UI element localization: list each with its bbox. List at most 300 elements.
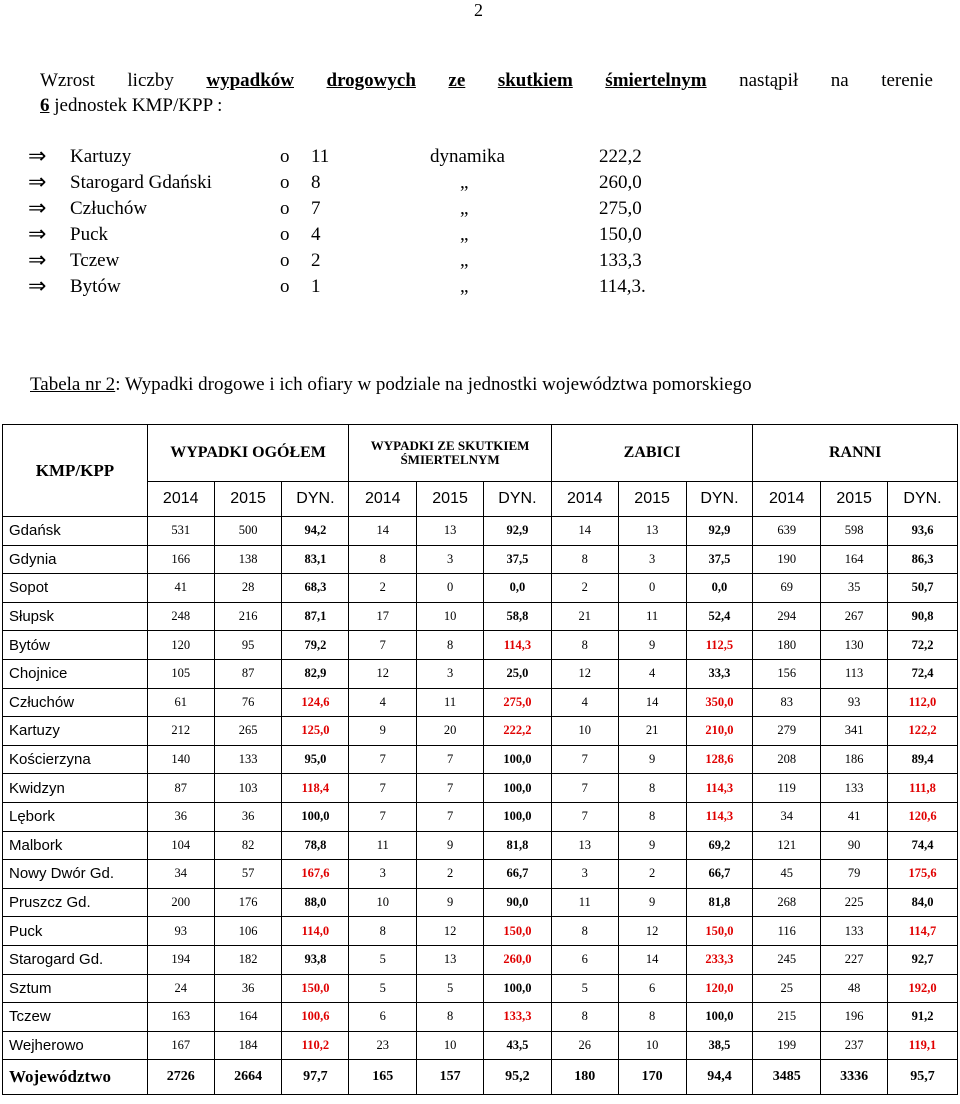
table-row (3, 888, 958, 917)
dynamics-cell: 114,7 (888, 917, 958, 946)
value-cell: 10 (618, 1031, 686, 1060)
unit-o: o (280, 276, 290, 297)
dynamics-cell: 81,8 (483, 831, 551, 860)
header-fatal-accidents: WYPADKI ZE SKUTKIEM ŚMIERTELNYM (349, 425, 552, 482)
value-cell: 87 (147, 774, 214, 803)
dynamics-cell: 120,6 (888, 802, 958, 831)
value-cell: 598 (821, 517, 888, 546)
value-cell: 103 (214, 774, 282, 803)
value-cell: 130 (821, 631, 888, 660)
value-cell: 93 (821, 688, 888, 717)
dynamics-cell: 72,2 (888, 631, 958, 660)
value-cell: 9 (618, 831, 686, 860)
value-cell: 13 (551, 831, 618, 860)
value-cell: 21 (551, 602, 618, 631)
value-cell: 113 (821, 659, 888, 688)
value-cell: 163 (147, 1003, 214, 1032)
dynamics-cell: 260,0 (483, 945, 551, 974)
value-cell: 121 (753, 831, 821, 860)
value-cell: 12 (349, 659, 417, 688)
dynamics-cell: 88,0 (282, 888, 349, 917)
table-row (3, 545, 958, 574)
value-cell: 41 (147, 574, 214, 603)
subheader-cell: 2014 (349, 482, 417, 517)
unit-dyn-value: 260,0 (599, 172, 642, 193)
value-cell: 6 (349, 1003, 417, 1032)
dynamics-cell: 210,0 (686, 717, 753, 746)
value-cell: 164 (214, 1003, 282, 1032)
value-cell: 5 (417, 974, 484, 1003)
value-cell: 639 (753, 517, 821, 546)
dynamics-cell: 91,2 (888, 1003, 958, 1032)
value-cell: 7 (417, 745, 484, 774)
unit-dyn-value: 150,0 (599, 224, 642, 245)
caption-label: Tabela nr 2 (30, 374, 116, 395)
value-cell: 48 (821, 974, 888, 1003)
value-cell: 36 (214, 802, 282, 831)
subheader-cell: 2015 (618, 482, 686, 517)
unit-o: o (280, 250, 290, 271)
value-cell: 2664 (214, 1060, 282, 1095)
table-row (3, 945, 958, 974)
value-cell: 13 (417, 517, 484, 546)
value-cell: 196 (821, 1003, 888, 1032)
value-cell: 176 (214, 888, 282, 917)
table-row (3, 831, 958, 860)
intro-word-emphasis: śmiertelnym (605, 70, 707, 91)
subheader-cell: DYN. (888, 482, 958, 517)
value-cell: 14 (618, 945, 686, 974)
value-cell: 3 (417, 545, 484, 574)
dynamics-cell: 89,4 (888, 745, 958, 774)
intro-word: liczby (127, 70, 174, 91)
value-cell: 11 (551, 888, 618, 917)
value-cell: 3 (349, 860, 417, 889)
header-injured: RANNI (753, 425, 958, 482)
header-kmp: KMP/KPP (3, 425, 148, 517)
unit-name-cell: Pruszcz Gd. (3, 888, 148, 917)
unit-name-cell: Człuchów (3, 688, 148, 717)
subheader-cell: 2015 (821, 482, 888, 517)
unit-name-cell: Malbork (3, 831, 148, 860)
dynamics-cell: 50,7 (888, 574, 958, 603)
unit-count: 8 (311, 172, 321, 193)
value-cell: 237 (821, 1031, 888, 1060)
value-cell: 248 (147, 602, 214, 631)
unit-count: 2 (311, 250, 321, 271)
unit-name-cell: Kartuzy (3, 717, 148, 746)
value-cell: 17 (349, 602, 417, 631)
value-cell: 194 (147, 945, 214, 974)
value-cell: 8 (349, 917, 417, 946)
dynamics-cell: 100,0 (483, 802, 551, 831)
value-cell: 104 (147, 831, 214, 860)
value-cell: 0 (618, 574, 686, 603)
unit-name: Tczew (70, 250, 120, 271)
unit-name: Puck (70, 224, 108, 245)
value-cell: 180 (753, 631, 821, 660)
value-cell: 166 (147, 545, 214, 574)
value-cell: 531 (147, 517, 214, 546)
value-cell: 5 (551, 974, 618, 1003)
value-cell: 7 (551, 802, 618, 831)
value-cell: 268 (753, 888, 821, 917)
value-cell: 7 (417, 774, 484, 803)
table-row (3, 745, 958, 774)
dynamics-cell: 112,5 (686, 631, 753, 660)
value-cell: 116 (753, 917, 821, 946)
value-cell: 208 (753, 745, 821, 774)
value-cell: 294 (753, 602, 821, 631)
unit-name-cell: Wejherowo (3, 1031, 148, 1060)
value-cell: 6 (618, 974, 686, 1003)
value-cell: 57 (214, 860, 282, 889)
unit-name-cell: Gdynia (3, 545, 148, 574)
value-cell: 41 (821, 802, 888, 831)
unit-count: 11 (311, 146, 330, 167)
value-cell: 13 (618, 517, 686, 546)
value-cell: 87 (214, 659, 282, 688)
value-cell: 24 (147, 974, 214, 1003)
dynamics-cell: 92,9 (686, 517, 753, 546)
subheader-cell: 2014 (147, 482, 214, 517)
value-cell: 10 (349, 888, 417, 917)
dynamics-cell: 133,3 (483, 1003, 551, 1032)
dynamics-cell: 112,0 (888, 688, 958, 717)
dynamics-cell: 95,2 (483, 1060, 551, 1095)
unit-name: Bytów (70, 276, 121, 297)
value-cell: 9 (417, 888, 484, 917)
value-cell: 0 (417, 574, 484, 603)
value-cell: 61 (147, 688, 214, 717)
value-cell: 11 (349, 831, 417, 860)
dynamics-cell: 92,9 (483, 517, 551, 546)
unit-name-cell: Nowy Dwór Gd. (3, 860, 148, 889)
unit-name: Kartuzy (70, 146, 132, 167)
subheader-cell: DYN. (483, 482, 551, 517)
unit-o: o (280, 146, 290, 167)
dynamics-cell: 114,3 (686, 802, 753, 831)
value-cell: 8 (551, 631, 618, 660)
unit-name: Człuchów (70, 198, 148, 219)
dynamics-cell: 120,0 (686, 974, 753, 1003)
dynamics-cell: 37,5 (483, 545, 551, 574)
dynamics-cell: 0,0 (483, 574, 551, 603)
table-total-row (3, 1060, 958, 1095)
dynamics-cell: 100,6 (282, 1003, 349, 1032)
dynamics-cell: 38,5 (686, 1031, 753, 1060)
value-cell: 9 (417, 831, 484, 860)
value-cell: 7 (349, 745, 417, 774)
subheader-cell: 2014 (551, 482, 618, 517)
subheader-cell: 2014 (753, 482, 821, 517)
value-cell: 341 (821, 717, 888, 746)
value-cell: 182 (214, 945, 282, 974)
unit-dyn-label: „ (460, 276, 469, 297)
dynamics-cell: 79,2 (282, 631, 349, 660)
unit-name-cell: Bytów (3, 631, 148, 660)
dynamics-cell: 90,0 (483, 888, 551, 917)
value-cell: 7 (551, 774, 618, 803)
value-cell: 165 (349, 1060, 417, 1095)
intro-word: nastąpił (739, 70, 799, 91)
value-cell: 106 (214, 917, 282, 946)
subheader-cell: 2015 (214, 482, 282, 517)
value-cell: 184 (214, 1031, 282, 1060)
value-cell: 138 (214, 545, 282, 574)
arrow-icon: ⇒ (28, 195, 47, 220)
value-cell: 14 (618, 688, 686, 717)
unit-name-cell: Kościerzyna (3, 745, 148, 774)
value-cell: 9 (618, 745, 686, 774)
value-cell: 8 (618, 774, 686, 803)
unit-name-cell: Gdańsk (3, 517, 148, 546)
dynamics-cell: 192,0 (888, 974, 958, 1003)
unit-name-cell: Województwo (3, 1060, 148, 1095)
arrow-icon: ⇒ (28, 143, 47, 168)
unit-o: o (280, 224, 290, 245)
dynamics-cell: 167,6 (282, 860, 349, 889)
unit-dyn-value: 222,2 (599, 146, 642, 167)
arrow-icon: ⇒ (28, 221, 47, 246)
table-row (3, 602, 958, 631)
value-cell: 12 (618, 917, 686, 946)
intro-word: Wzrost (40, 70, 95, 91)
dynamics-cell: 84,0 (888, 888, 958, 917)
unit-dyn-label: „ (460, 224, 469, 245)
value-cell: 133 (821, 774, 888, 803)
dynamics-cell: 222,2 (483, 717, 551, 746)
value-cell: 3336 (821, 1060, 888, 1095)
arrow-icon: ⇒ (28, 273, 47, 298)
dynamics-cell: 100,0 (483, 774, 551, 803)
value-cell: 119 (753, 774, 821, 803)
value-cell: 34 (753, 802, 821, 831)
dynamics-cell: 111,8 (888, 774, 958, 803)
value-cell: 120 (147, 631, 214, 660)
table-group-header-row (3, 425, 958, 482)
value-cell: 227 (821, 945, 888, 974)
value-cell: 212 (147, 717, 214, 746)
dynamics-cell: 78,8 (282, 831, 349, 860)
dynamics-cell: 275,0 (483, 688, 551, 717)
value-cell: 215 (753, 1003, 821, 1032)
value-cell: 170 (618, 1060, 686, 1095)
dynamics-cell: 100,0 (483, 974, 551, 1003)
value-cell: 95 (214, 631, 282, 660)
unit-dyn-value: 114,3. (599, 276, 646, 297)
accidents-table (2, 424, 958, 1095)
table-row (3, 802, 958, 831)
value-cell: 14 (349, 517, 417, 546)
unit-count: 7 (311, 198, 321, 219)
value-cell: 3 (417, 659, 484, 688)
value-cell: 26 (551, 1031, 618, 1060)
intro-word: terenie (881, 70, 933, 91)
dynamics-cell: 0,0 (686, 574, 753, 603)
dynamics-cell: 81,8 (686, 888, 753, 917)
dynamics-cell: 350,0 (686, 688, 753, 717)
value-cell: 5 (349, 945, 417, 974)
unit-name-cell: Sztum (3, 974, 148, 1003)
table-row (3, 717, 958, 746)
dynamics-cell: 87,1 (282, 602, 349, 631)
value-cell: 7 (349, 802, 417, 831)
value-cell: 9 (349, 717, 417, 746)
dynamics-cell: 90,8 (888, 602, 958, 631)
value-cell: 8 (551, 1003, 618, 1032)
dynamics-cell: 119,1 (888, 1031, 958, 1060)
unit-name-cell: Tczew (3, 1003, 148, 1032)
dynamics-cell: 66,7 (483, 860, 551, 889)
dynamics-cell: 72,4 (888, 659, 958, 688)
dynamics-cell: 82,9 (282, 659, 349, 688)
dynamics-cell: 122,2 (888, 717, 958, 746)
dynamics-cell: 95,7 (888, 1060, 958, 1095)
value-cell: 105 (147, 659, 214, 688)
value-cell: 186 (821, 745, 888, 774)
value-cell: 23 (349, 1031, 417, 1060)
dynamics-cell: 94,4 (686, 1060, 753, 1095)
table-row (3, 974, 958, 1003)
value-cell: 8 (349, 545, 417, 574)
value-cell: 225 (821, 888, 888, 917)
arrow-icon: ⇒ (28, 247, 47, 272)
dynamics-cell: 150,0 (282, 974, 349, 1003)
dynamics-cell: 110,2 (282, 1031, 349, 1060)
intro-second-line (40, 93, 933, 118)
dynamics-cell: 118,4 (282, 774, 349, 803)
value-cell: 8 (618, 1003, 686, 1032)
value-cell: 11 (618, 602, 686, 631)
dynamics-cell: 92,7 (888, 945, 958, 974)
subheader-cell: DYN. (282, 482, 349, 517)
unit-dyn-label: „ (460, 172, 469, 193)
table-row (3, 574, 958, 603)
value-cell: 3485 (753, 1060, 821, 1095)
intro-count: 6 (40, 95, 50, 116)
table-row (3, 917, 958, 946)
table-row (3, 860, 958, 889)
value-cell: 500 (214, 517, 282, 546)
value-cell: 12 (417, 917, 484, 946)
value-cell: 12 (551, 659, 618, 688)
value-cell: 34 (147, 860, 214, 889)
value-cell: 69 (753, 574, 821, 603)
dynamics-cell: 37,5 (686, 545, 753, 574)
value-cell: 190 (753, 545, 821, 574)
value-cell: 45 (753, 860, 821, 889)
value-cell: 200 (147, 888, 214, 917)
dynamics-cell: 95,0 (282, 745, 349, 774)
unit-name-cell: Starogard Gd. (3, 945, 148, 974)
value-cell: 36 (147, 802, 214, 831)
value-cell: 36 (214, 974, 282, 1003)
value-cell: 2726 (147, 1060, 214, 1095)
dynamics-cell: 94,2 (282, 517, 349, 546)
caption-text: : Wypadki drogowe i ich ofiary w podziale na jednostki województwa pomorskiego (115, 374, 752, 395)
unit-name-cell: Słupsk (3, 602, 148, 631)
unit-name-cell: Kwidzyn (3, 774, 148, 803)
header-killed: ZABICI (551, 425, 753, 482)
intro-rest: jednostek KMP/KPP : (49, 95, 223, 116)
unit-count: 1 (311, 276, 321, 297)
dynamics-cell: 100,0 (282, 802, 349, 831)
dynamics-cell: 66,7 (686, 860, 753, 889)
table-row (3, 517, 958, 546)
unit-o: o (280, 198, 290, 219)
value-cell: 133 (214, 745, 282, 774)
unit-name-cell: Chojnice (3, 659, 148, 688)
intro-word-emphasis: skutkiem (497, 70, 573, 91)
value-cell: 245 (753, 945, 821, 974)
unit-dyn-value: 275,0 (599, 198, 642, 219)
value-cell: 157 (417, 1060, 484, 1095)
value-cell: 7 (417, 802, 484, 831)
table-row (3, 1003, 958, 1032)
intro-word-emphasis: drogowych (326, 70, 416, 91)
subheader-cell: 2015 (417, 482, 484, 517)
unit-o: o (280, 172, 290, 193)
dynamics-cell: 124,6 (282, 688, 349, 717)
dynamics-cell: 43,5 (483, 1031, 551, 1060)
value-cell: 10 (551, 717, 618, 746)
unit-count: 4 (311, 224, 321, 245)
value-cell: 7 (349, 774, 417, 803)
unit-name-cell: Puck (3, 917, 148, 946)
table-row (3, 688, 958, 717)
value-cell: 4 (551, 688, 618, 717)
page-number: 2 (474, 0, 483, 20)
value-cell: 2 (618, 860, 686, 889)
unit-name-cell: Sopot (3, 574, 148, 603)
dynamics-cell: 93,8 (282, 945, 349, 974)
value-cell: 2 (349, 574, 417, 603)
value-cell: 3 (618, 545, 686, 574)
value-cell: 11 (417, 688, 484, 717)
value-cell: 8 (551, 917, 618, 946)
table-caption (30, 374, 752, 396)
value-cell: 20 (417, 717, 484, 746)
header-accidents-total: WYPADKI OGÓŁEM (147, 425, 349, 482)
dynamics-cell: 93,6 (888, 517, 958, 546)
dynamics-cell: 175,6 (888, 860, 958, 889)
value-cell: 3 (551, 860, 618, 889)
dynamics-cell: 128,6 (686, 745, 753, 774)
value-cell: 6 (551, 945, 618, 974)
value-cell: 93 (147, 917, 214, 946)
dynamics-cell: 58,8 (483, 602, 551, 631)
value-cell: 8 (551, 545, 618, 574)
value-cell: 5 (349, 974, 417, 1003)
dynamics-cell: 233,3 (686, 945, 753, 974)
dynamics-cell: 125,0 (282, 717, 349, 746)
dynamics-cell: 52,4 (686, 602, 753, 631)
dynamics-cell: 114,3 (483, 631, 551, 660)
dynamics-cell: 150,0 (686, 917, 753, 946)
value-cell: 9 (618, 888, 686, 917)
value-cell: 76 (214, 688, 282, 717)
value-cell: 79 (821, 860, 888, 889)
value-cell: 14 (551, 517, 618, 546)
dynamics-cell: 86,3 (888, 545, 958, 574)
value-cell: 21 (618, 717, 686, 746)
value-cell: 156 (753, 659, 821, 688)
unit-dyn-label: dynamika (430, 146, 505, 167)
intro-paragraph (40, 68, 933, 118)
value-cell: 133 (821, 917, 888, 946)
unit-name: Starogard Gdański (70, 172, 212, 193)
